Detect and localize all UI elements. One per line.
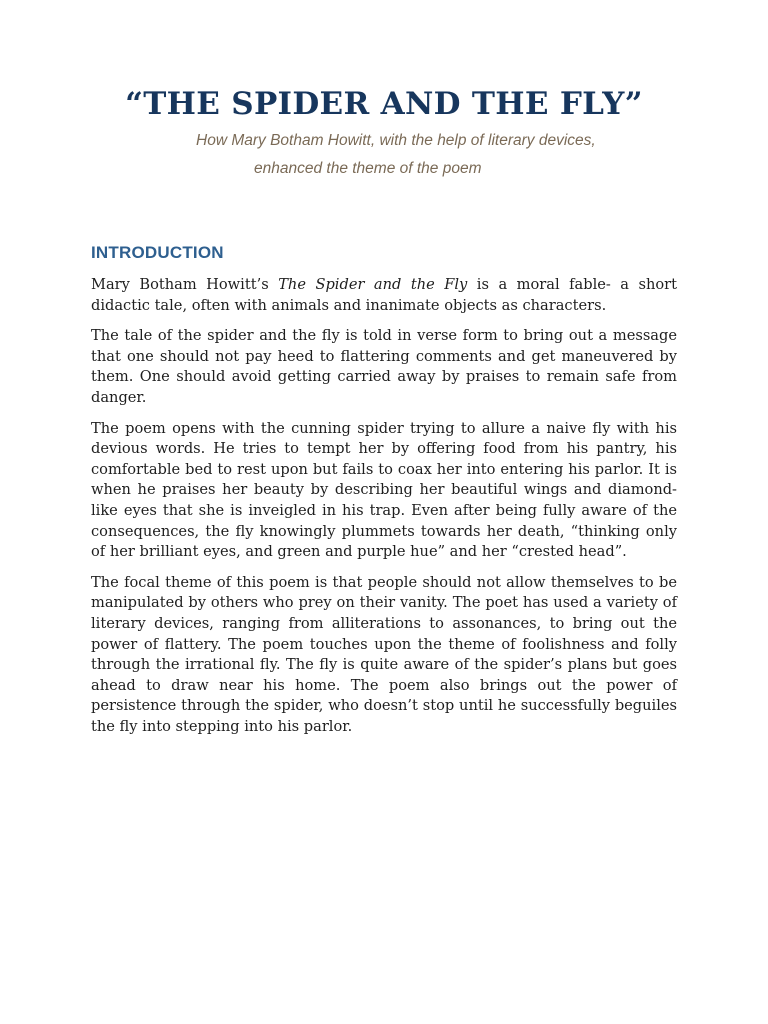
document-title: “THE SPIDER AND THE FLY” xyxy=(125,86,643,122)
paragraph-1 xyxy=(91,275,677,316)
paragraph-1-start: Mary Botham Howitt’s xyxy=(91,276,279,293)
subtitle-line-2: enhanced the theme of the poem xyxy=(254,160,482,177)
introduction-body xyxy=(91,275,677,747)
paragraph-1-end: is a moral fable- a short didactic tale, often with animals and inanimate objects as characters. xyxy=(91,276,678,314)
section-heading-introduction: INTRODUCTION xyxy=(91,243,224,262)
poem-title-italic: The Spider and the Fly xyxy=(278,276,468,293)
subtitle-line-1: How Mary Botham Howitt, with the help of literary devices, xyxy=(196,132,596,149)
paragraph-2: The tale of the spider and the fly is told in verse form to bring out a message that one should not pay heed to flattering comments and get maneuvered by them. One should avoid getting carried away by praises to remain safe from danger. xyxy=(91,327,677,406)
paragraph-3: The poem opens with the cunning spider trying to allure a naive fly with his devious words. He tries to tempt her by offering food from his pantry, his comfortable bed to rest upon but fails to coax her into entering his parlor. It is when he praises her beauty by describing her beautiful wings and diamond-like eyes that she is inveigled in his trap. Even after being fully aware of the consequences, the fly knowingly plummets towards her death, “thinking only of her brilliant eyes, and green and purple hue” and her “crested head”. xyxy=(91,419,677,561)
paragraph-4: The focal theme of this poem is that people should not allow themselves to be manipulated by others who prey on their vanity. The poet has used a variety of literary devices, ranging from alliterations to assonances, to bring out the power of flattery. The poem touches upon the theme of foolishness and folly through the irrational fly. The fly is quite aware of the spider’s plans but goes ahead to draw near his home. The poem also brings out the power of persistence through the spider, who doesn’t stop until he successfully beguiles the fly into stepping into his parlor. xyxy=(91,573,677,735)
